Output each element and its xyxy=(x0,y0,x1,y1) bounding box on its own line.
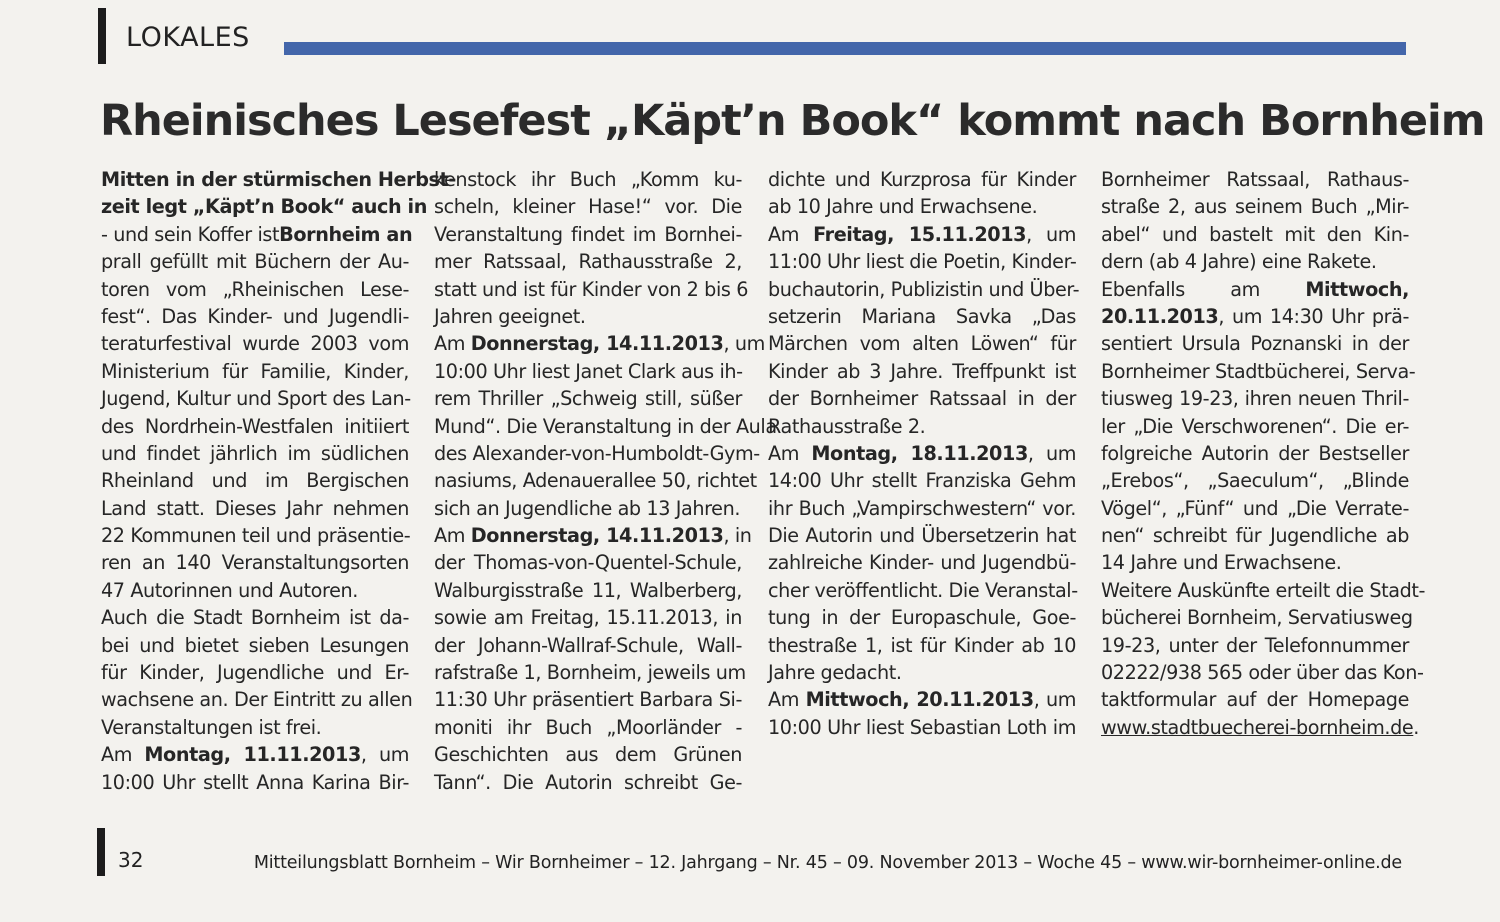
text-line xyxy=(434,741,742,768)
text-line xyxy=(768,549,1076,576)
text-run: moniti ihr Buch „Moorländer - xyxy=(434,715,742,739)
article-headline: Rheinisches Lesefest „Käpt’n Book“ kommt nach Bornheim xyxy=(100,96,1485,146)
text-run: Am xyxy=(768,688,806,712)
text-run: dern (ab 4 Jahre) eine Rakete. xyxy=(1101,250,1377,274)
text-run: Bornheimer Stadtbücherei, Serva- xyxy=(1101,359,1416,383)
article-column-4 xyxy=(1101,166,1426,741)
text-run: , in xyxy=(723,524,752,548)
text-run: , um xyxy=(1033,688,1077,712)
text-line xyxy=(1101,358,1416,385)
text-run: 14 Jahre und Erwachsene. xyxy=(1101,551,1342,575)
text-run: Mund“. Die Veranstaltung in der Aula xyxy=(434,414,777,438)
text-run: Veranstaltung findet im Bornhei- xyxy=(434,222,742,246)
text-line xyxy=(1101,413,1409,440)
bold-text: Mittwoch, 20.11.2013 xyxy=(805,688,1034,712)
text-run: „Erebos“, „Saeculum“, „Blinde xyxy=(1101,469,1409,493)
text-line xyxy=(1101,440,1409,467)
text-line xyxy=(434,714,742,741)
text-run: nasiums, Adenauerallee 50, richtet xyxy=(434,469,757,493)
text-run: 19-23, unter der Telefonnummer xyxy=(1101,633,1409,657)
text-run: , um xyxy=(1026,222,1077,246)
text-run: 10:00 Uhr liest Sebastian Loth im xyxy=(768,715,1076,739)
text-run: Geschichten aus dem Grünen xyxy=(434,743,742,767)
text-line xyxy=(101,166,456,193)
text-line xyxy=(1101,248,1409,275)
section-label: LOKALES xyxy=(126,22,250,53)
page-number: 32 xyxy=(118,848,144,872)
text-run: Am xyxy=(768,222,814,246)
text-line xyxy=(768,659,1076,686)
text-line xyxy=(1101,495,1409,522)
text-run: Rheinland und im Bergischen xyxy=(101,469,409,493)
text-line xyxy=(434,221,742,248)
text-line xyxy=(768,193,1076,220)
text-line xyxy=(434,440,760,467)
text-run: bücherei Bornheim, Servatiusweg xyxy=(1101,606,1413,630)
text-run: cher veröffentlicht. Die Veranstal- xyxy=(768,578,1078,602)
text-line xyxy=(434,248,742,275)
text-line xyxy=(1101,385,1409,412)
text-line xyxy=(1101,166,1409,193)
text-run: sich an Jugendliche ab 13 Jahren. xyxy=(434,496,741,520)
text-line xyxy=(1101,221,1409,248)
text-line xyxy=(101,522,409,549)
text-run: Die Autorin und Übersetzerin hat xyxy=(768,524,1076,548)
text-line xyxy=(1101,686,1409,713)
text-line xyxy=(101,358,409,385)
text-run: rem Thriller „Schweig still, süßer xyxy=(434,387,742,411)
text-line xyxy=(101,769,409,796)
bold-text: 20.11.2013 xyxy=(1101,304,1219,328)
text-line xyxy=(1101,303,1409,330)
text-line xyxy=(101,303,409,330)
text-run: buchautorin, Publizistin und Über- xyxy=(768,277,1080,301)
text-line xyxy=(434,686,742,713)
bold-text: zeit legt „Käpt’n Book“ auch in xyxy=(101,195,427,219)
text-line xyxy=(434,330,765,357)
text-run: und findet jährlich im südlichen xyxy=(101,441,409,465)
section-marker xyxy=(98,8,106,64)
text-line xyxy=(434,769,742,796)
text-line xyxy=(101,440,409,467)
text-run: mer Ratssaal, Rathausstraße 2, xyxy=(434,250,742,274)
text-line xyxy=(1101,604,1413,631)
footer-marker xyxy=(97,828,105,876)
text-run: 47 Autorinnen und Autoren. xyxy=(101,578,358,602)
text-line xyxy=(434,303,742,330)
text-line xyxy=(768,276,1080,303)
text-line xyxy=(768,166,1076,193)
text-run: , um xyxy=(723,332,765,356)
text-run: Märchen vom alten Löwen“ für xyxy=(768,332,1076,356)
text-run: tung in der Europaschule, Goe- xyxy=(768,606,1076,630)
text-run: tiusweg 19-23, ihren neuen Thril- xyxy=(1101,387,1409,411)
text-run: Kinder ab 3 Jahre. Treffpunkt ist xyxy=(768,359,1076,383)
text-run: 10:00 Uhr liest Janet Clark aus ih- xyxy=(434,359,743,383)
text-run: nen“ schreibt für Jugendliche ab xyxy=(1101,524,1409,548)
text-run: prall gefüllt mit Büchern der Au- xyxy=(101,250,409,274)
bold-text: Freitag, 15.11.2013 xyxy=(813,222,1027,246)
text-run: ihr Buch „Vampirschwestern“ vor. xyxy=(768,496,1076,520)
text-line xyxy=(434,659,746,686)
text-run: Weitere Auskünfte erteilt die Stadt- xyxy=(1101,578,1426,602)
text-run: Am xyxy=(101,743,145,767)
text-line xyxy=(434,166,742,193)
text-run: wachsene an. Der Eintritt zu allen xyxy=(101,688,413,712)
text-line xyxy=(101,467,409,494)
text-run: für Kinder, Jugendliche und Er- xyxy=(101,661,409,685)
text-line xyxy=(101,714,409,741)
text-line xyxy=(768,686,1076,713)
bold-text: Donnerstag, 14.11.2013 xyxy=(470,332,724,356)
text-run: 11:00 Uhr liest die Poetin, Kinder- xyxy=(768,250,1077,274)
text-run: dichte und Kurzprosa für Kinder xyxy=(768,168,1076,191)
text-run: taktformular auf der Homepage xyxy=(1101,688,1409,712)
text-line xyxy=(768,330,1076,357)
article-column-1 xyxy=(101,166,456,796)
text-run: fest“. Das Kinder- und Jugendli- xyxy=(101,304,409,328)
text-line xyxy=(434,577,742,604)
text-run: Bornheimer Ratssaal, Rathaus- xyxy=(1101,168,1409,191)
text-run: Am xyxy=(434,332,471,356)
text-line xyxy=(101,686,413,713)
text-line xyxy=(101,248,409,275)
text-line xyxy=(1101,632,1409,659)
text-run: . xyxy=(1413,715,1419,739)
article-column-2 xyxy=(434,166,777,796)
website-link[interactable]: www.stadtbuecherei-bornheim.de xyxy=(1101,715,1414,739)
text-run: 22 Kommunen teil und präsentie- xyxy=(101,524,411,548)
text-line xyxy=(434,193,742,220)
bold-text: Mitten in der stürmischen Herbst- xyxy=(101,168,456,191)
text-run: thestraße 1, ist für Kinder ab 10 xyxy=(768,633,1076,657)
text-line xyxy=(101,221,413,248)
text-line xyxy=(434,604,742,631)
text-run: folgreiche Autorin der Bestseller xyxy=(1101,441,1409,465)
text-run: , um xyxy=(1027,441,1076,465)
text-run: setzerin Mariana Savka „Das xyxy=(768,304,1076,328)
text-run: toren vom „Rheinischen Lese- xyxy=(101,277,409,301)
text-run: Am xyxy=(768,441,812,465)
text-line xyxy=(768,358,1076,385)
text-line xyxy=(434,522,752,549)
bold-text: Montag, 11.11.2013 xyxy=(144,743,361,767)
text-line xyxy=(101,330,409,357)
text-run: Walburgisstraße 11, Walberberg, xyxy=(434,578,742,602)
text-run: kenstock ihr Buch „Komm ku- xyxy=(434,168,742,191)
text-line xyxy=(101,495,409,522)
text-run: der Bornheimer Ratssaal in der xyxy=(768,387,1076,411)
text-run: 10:00 Uhr stellt Anna Karina Bir- xyxy=(101,770,409,794)
text-run: , um 14:30 Uhr prä- xyxy=(1218,304,1409,328)
text-line xyxy=(101,659,409,686)
text-run: 11:30 Uhr präsentiert Barbara Si- xyxy=(434,688,742,712)
text-run: Jahren geeignet. xyxy=(434,304,586,328)
text-line xyxy=(101,413,409,440)
text-run: 14:00 Uhr stellt Franziska Gehm xyxy=(768,469,1076,493)
text-line xyxy=(768,385,1076,412)
text-run: zahlreiche Kinder- und Jugendbü- xyxy=(768,551,1076,575)
text-line xyxy=(768,303,1076,330)
text-run: teraturfestival wurde 2003 vom xyxy=(101,332,409,356)
text-line xyxy=(1101,330,1409,357)
text-line xyxy=(434,385,742,412)
text-line xyxy=(434,467,757,494)
text-line xyxy=(1101,276,1409,303)
text-line xyxy=(101,193,427,220)
text-run: , um xyxy=(360,743,409,767)
text-line xyxy=(1101,522,1409,549)
text-line xyxy=(768,467,1076,494)
bold-text: Bornheim an xyxy=(279,222,413,246)
text-line xyxy=(1101,467,1409,494)
text-line xyxy=(768,714,1076,741)
text-run: des Alexander-von-Humboldt-Gym- xyxy=(434,441,760,465)
text-run: der Johann-Wallraf-Schule, Wall- xyxy=(434,633,742,657)
text-line xyxy=(434,276,748,303)
text-run: Rathausstraße 2. xyxy=(768,414,926,438)
text-run: ler „Die Verschworenen“. Die er- xyxy=(1101,414,1409,438)
text-line xyxy=(1101,549,1409,576)
text-line xyxy=(1101,193,1409,220)
text-line xyxy=(434,632,742,659)
text-line xyxy=(1101,714,1419,741)
text-run: der Thomas-von-Quentel-Schule, xyxy=(434,551,742,575)
text-run: sentiert Ursula Poznanski in der xyxy=(1101,332,1409,356)
text-line xyxy=(101,632,409,659)
text-line xyxy=(768,248,1076,275)
text-line xyxy=(1101,659,1424,686)
text-run: abel“ und bastelt mit den Kin- xyxy=(1101,222,1409,246)
text-run: bei und bietet sieben Lesungen xyxy=(101,633,409,657)
text-line xyxy=(768,221,1076,248)
text-run: Auch die Stadt Bornheim ist da- xyxy=(101,606,409,630)
text-run: Ebenfalls am xyxy=(1101,277,1306,301)
text-run: ab 10 Jahre und Erwachsene. xyxy=(768,195,1038,219)
footer-text: Mitteilungsblatt Bornheim – Wir Bornheimer – 12. Jahrgang – Nr. 45 – 09. November 2013 – Woche 45 – www.wir-bornheimer-online.de xyxy=(253,853,1402,873)
text-line xyxy=(434,495,742,522)
text-line xyxy=(101,577,409,604)
text-run: 02222/938 565 oder über das Kon- xyxy=(1101,661,1424,685)
text-line xyxy=(434,549,742,576)
text-run: des Nordrhein-Westfalen initiiert xyxy=(101,414,409,438)
text-line xyxy=(434,358,742,385)
text-line xyxy=(768,413,1076,440)
text-run: rafstraße 1, Bornheim, jeweils um xyxy=(434,661,746,685)
text-line xyxy=(768,604,1076,631)
text-line xyxy=(101,549,409,576)
text-run: Land statt. Dieses Jahr nehmen xyxy=(101,496,409,520)
text-run: Tann“. Die Autorin schreibt Ge- xyxy=(434,770,742,794)
text-run: Ministerium für Familie, Kinder, xyxy=(101,359,409,383)
text-line xyxy=(768,577,1076,604)
text-line xyxy=(101,276,409,303)
text-run: sowie am Freitag, 15.11.2013, in xyxy=(434,606,742,630)
text-run: Jugend, Kultur und Sport des Lan- xyxy=(101,387,411,411)
text-line xyxy=(101,741,409,768)
bold-text: Montag, 18.11.2013 xyxy=(811,441,1028,465)
text-line xyxy=(434,413,777,440)
text-line xyxy=(101,385,409,412)
text-run: straße 2, aus seinem Buch „Mir- xyxy=(1101,195,1409,219)
bold-text: Donnerstag, 14.11.2013 xyxy=(470,524,724,548)
text-run: - und sein Koffer ist xyxy=(101,222,280,246)
text-line xyxy=(1101,577,1426,604)
text-run: Am xyxy=(434,524,471,548)
text-line xyxy=(768,522,1076,549)
text-line xyxy=(768,440,1076,467)
text-line xyxy=(101,604,409,631)
section-rule xyxy=(284,42,1406,55)
text-run: Vögel“, „Fünf“ und „Die Verrate- xyxy=(1101,496,1409,520)
text-run: statt und ist für Kinder von 2 bis 6 xyxy=(434,277,748,301)
article-column-3 xyxy=(768,166,1080,741)
text-run: Jahre gedacht. xyxy=(768,661,902,685)
text-run: scheln, kleiner Hase!“ vor. Die xyxy=(434,195,742,219)
text-run: Veranstaltungen ist frei. xyxy=(101,715,322,739)
text-line xyxy=(768,632,1076,659)
text-run: ren an 140 Veranstaltungsorten xyxy=(101,551,409,575)
bold-text: Mittwoch, xyxy=(1305,277,1409,301)
text-line xyxy=(768,495,1076,522)
